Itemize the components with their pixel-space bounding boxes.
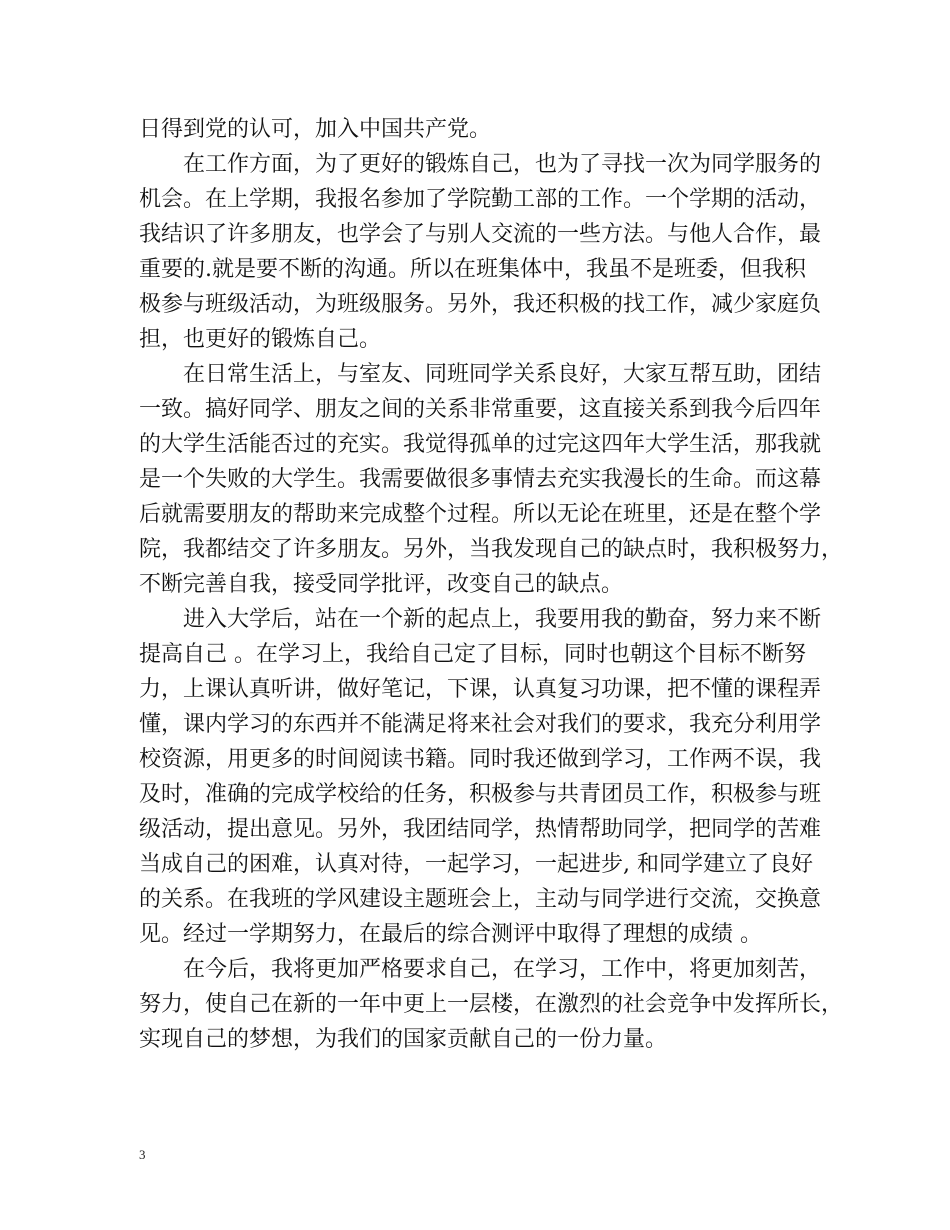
body-text: [139, 112, 844, 1057]
text-line: 日得到党的认可，加入中国共产党。: [139, 117, 492, 142]
text-line: 极参与班级活动，为班级服务。另外，我还积极的找工作，减少家庭负: [139, 292, 822, 317]
text-line: 努力，使自己在新的一年中更上一层楼，在激烈的社会竞争中发挥所长，: [139, 992, 844, 1017]
text-line: 机会。在上学期，我报名参加了学院勤工部的工作。一个学期的活动，: [139, 187, 822, 212]
text-line: 重要的.就是要不断的沟通。所以在班集体中，我虽不是班委，但我积: [139, 257, 806, 282]
text-line: 担，也更好的锻炼自己。: [139, 327, 382, 352]
text-line: 及时，准确的完成学校给的任务，积极参与共青团员工作，积极参与班: [139, 782, 822, 807]
page-number: 3: [139, 1147, 146, 1162]
text-line: 后就需要朋友的帮助来完成整个过程。所以无论在班里，还是在整个学: [139, 502, 822, 527]
text-line: 的关系。在我班的学风建设主题班会上，主动与同学进行交流，交换意: [139, 887, 822, 912]
text-line: 级活动，提出意见。另外，我团结同学，热情帮助同学，把同学的苦难: [139, 817, 822, 842]
text-line: 进入大学后，站在一个新的起点上，我要用我的勤奋，努力来不断: [139, 607, 822, 632]
text-line: 的大学生活能否过的充实。我觉得孤单的过完这四年大学生活，那我就: [139, 432, 822, 457]
text-line: 院，我都结交了许多朋友。另外，当我发现自己的缺点时，我积极努力，: [139, 537, 844, 562]
text-line: 懂，课内学习的东西并不能满足将来社会对我们的要求，我充分利用学: [139, 712, 822, 737]
text-line: 在日常生活上，与室友、同班同学关系良好，大家互帮互助，团结: [139, 362, 822, 387]
text-line: 我结识了许多朋友，也学会了与别人交流的一些方法。与他人合作，最: [139, 222, 822, 247]
text-line: 是一个失败的大学生。我需要做很多事情去充实我漫长的生命。而这幕: [139, 467, 822, 492]
text-line: 在今后，我将更加严格要求自己，在学习，工作中，将更加刻苦，: [139, 957, 822, 982]
text-line: 一致。搞好同学、朋友之间的关系非常重要，这直接关系到我今后四年: [139, 397, 822, 422]
text-line: 在工作方面，为了更好的锻炼自己，也为了寻找一次为同学服务的: [139, 152, 822, 177]
text-line: 见。经过一学期努力，在最后的综合测评中取得了理想的成绩 。: [139, 922, 762, 947]
text-line: 不断完善自我，接受同学批评，改变自己的缺点。: [139, 572, 624, 597]
text-line: 力，上课认真听讲，做好笔记，下课，认真复习功课，把不懂的课程弄: [139, 677, 822, 702]
text-line: 实现自己的梦想，为我们的国家贡献自己的一份力量。: [139, 1027, 668, 1052]
text-line: 提高自己 。在学习上，我给自己定了目标，同时也朝这个目标不断努: [139, 642, 806, 667]
text-line: 当成自己的困难，认真对待，一起学习，一起进步, 和同学建立了良好: [139, 852, 813, 877]
text-line: 校资源，用更多的时间阅读书籍。同时我还做到学习，工作两不误，我: [139, 747, 822, 772]
